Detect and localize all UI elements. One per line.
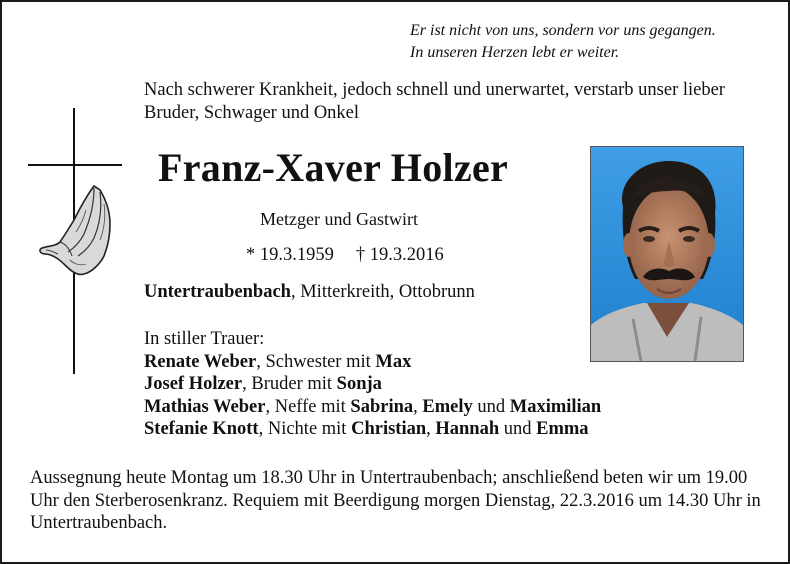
occupation: Metzger und Gastwirt [260, 209, 418, 229]
mourner-relation: , Nichte mit [258, 419, 352, 439]
mourner-row [144, 373, 664, 396]
mourner-row [144, 418, 664, 441]
mourner-child: Maximilian [509, 396, 602, 417]
mourner-child: Christian [351, 419, 427, 439]
mourner-child: Hannah [435, 419, 500, 439]
mourner-child: Emma [536, 419, 589, 439]
death-date: † 19.3.2016 [355, 245, 444, 265]
mourner-row [144, 396, 664, 419]
mourners-list [144, 328, 664, 441]
mourner-child: Sabrina [350, 396, 414, 417]
birth-date: * 19.3.1959 [246, 245, 334, 265]
places [144, 281, 475, 303]
mourner-relation: , Bruder mit [242, 374, 337, 394]
mourner-name: Mathias Weber [144, 396, 266, 417]
mourner-name: Stefanie Knott [144, 419, 259, 439]
cross-bar [28, 164, 122, 166]
mourner-row [144, 351, 664, 374]
portrait-photo [590, 146, 744, 362]
mourner-separator: , [426, 419, 436, 439]
mourner-child: Sonja [336, 374, 382, 394]
service-details: Aussegnung heute Montag um 18.30 Uhr in Untertraubenbach; anschließend beten wir um 19.00 Uhr den Sterberosenkranz. Requiem mit Beerdigung morgen Dienstag, 22.3.2016 um 14.30 Uhr in Untertraubenbach. [30, 468, 761, 533]
praying-hands-icon [34, 180, 116, 282]
mourner-child: Max [375, 351, 412, 372]
deceased-name: Franz-Xaver Holzer [158, 145, 509, 190]
place-main: Untertraubenbach [144, 282, 291, 302]
life-dates [246, 244, 444, 266]
mourner-relation: , Schwester mit [256, 351, 376, 372]
mourner-separator: und [472, 396, 510, 417]
motto-line-1: Er ist nicht von uns, sondern vor uns gegangen. [410, 22, 716, 39]
mourner-name: Renate Weber [144, 351, 257, 372]
mourner-relation: , Neffe mit [265, 396, 351, 417]
mourner-separator: , [413, 396, 423, 417]
mourners-heading: In stiller Trauer: [144, 329, 265, 349]
mourner-child: Emely [422, 396, 473, 417]
intro-text: Nach schwerer Krankheit, jedoch schnell und unerwartet, verstarb unser lieber Bruder, Schwager und Onkel [144, 80, 725, 123]
place-rest: , Mitterkreith, Ottobrunn [290, 282, 475, 302]
motto-line-2: In unseren Herzen lebt er weiter. [410, 44, 620, 61]
motto [410, 20, 780, 64]
mourner-name: Josef Holzer [144, 374, 243, 394]
mourner-separator: und [499, 419, 537, 439]
